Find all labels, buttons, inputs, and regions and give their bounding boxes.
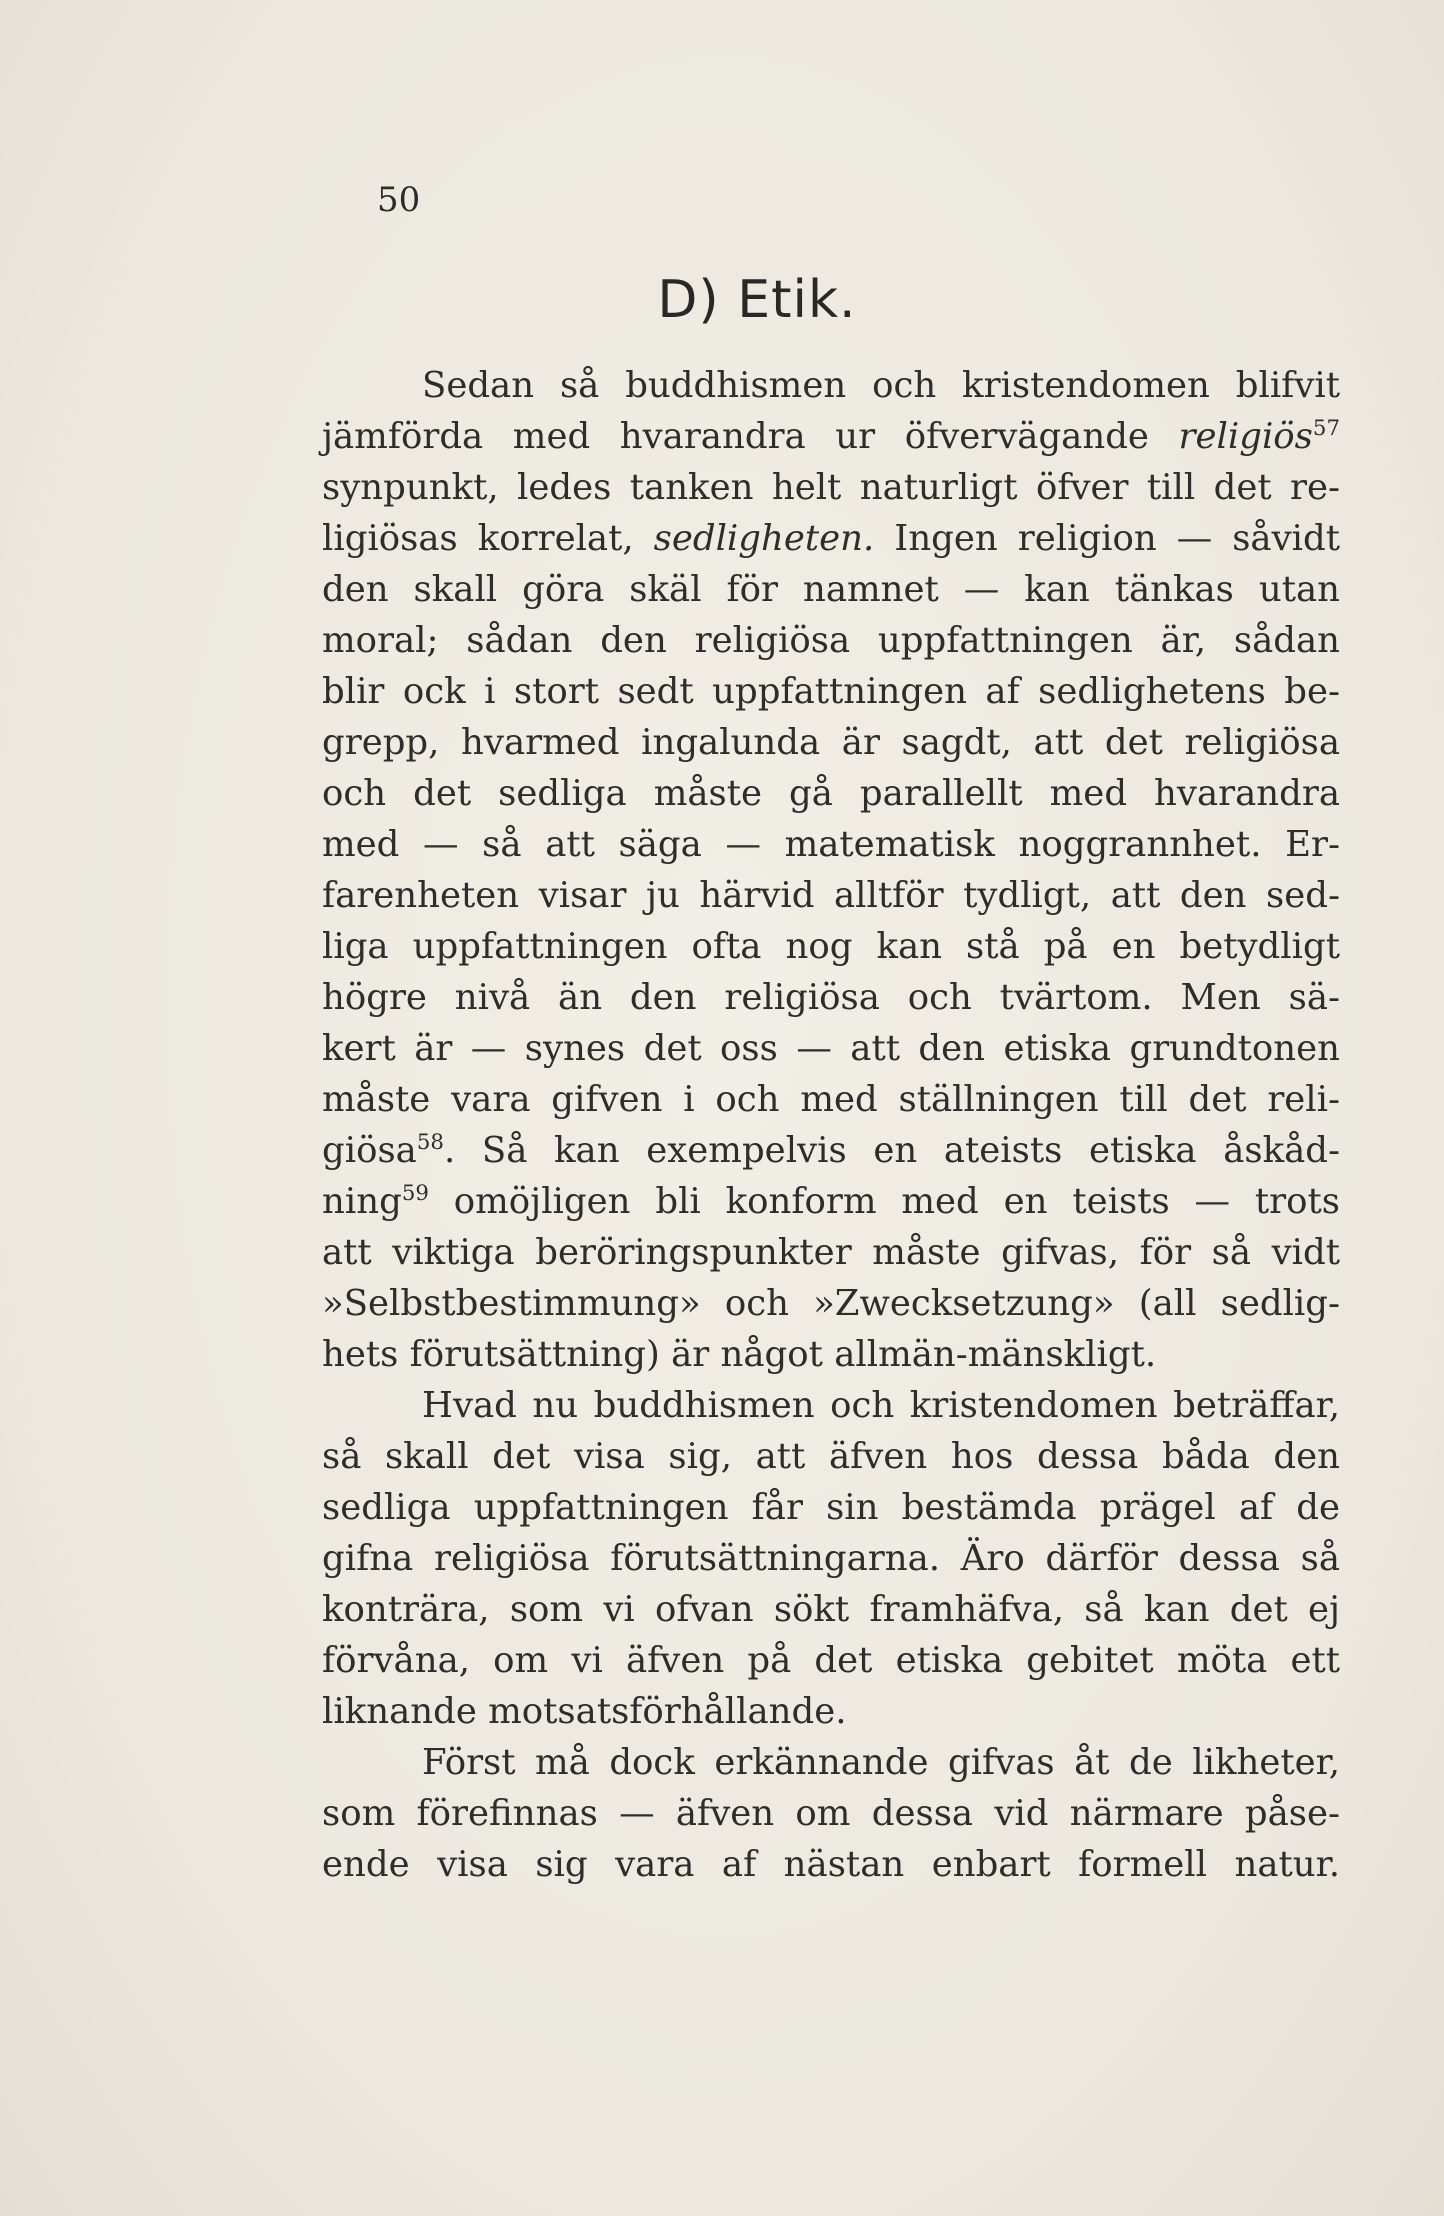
text-line: ende visa sig vara af nästan enbart formell natur. bbox=[322, 1844, 1340, 1885]
text-line: att viktiga beröringspunkter måste gifvas, för så vidt bbox=[322, 1232, 1340, 1273]
text-line: måste vara gifven i och med ställningen till det reli- bbox=[322, 1079, 1340, 1120]
text-line: som förefinnas — äfven om dessa vid närmare påse- bbox=[322, 1793, 1340, 1834]
text-line: konträra, som vi ofvan sökt framhäfva, så kan det ej bbox=[322, 1589, 1340, 1630]
text-line: med — så att säga — matematisk noggrannhet. Er- bbox=[322, 824, 1340, 865]
body-text bbox=[322, 360, 1340, 1890]
footnote-marker: 57 bbox=[1312, 416, 1340, 442]
text-line: moral; sådan den religiösa uppfattningen är, sådan bbox=[322, 620, 1340, 661]
text-line: sedliga uppfattningen får sin bestämda prägel af de bbox=[322, 1487, 1340, 1528]
text-line: Sedan så buddhismen och kristendomen blifvit bbox=[422, 365, 1340, 406]
text-line: liga uppfattningen ofta nog kan stå på en betydligt bbox=[322, 926, 1340, 967]
paragraph-1 bbox=[322, 360, 1340, 1380]
text-line: Hvad nu buddhismen och kristendomen beträffar, bbox=[422, 1385, 1340, 1426]
text-line: högre nivå än den religiösa och tvärtom. Men sä- bbox=[322, 977, 1340, 1018]
text-line: och det sedliga måste gå parallellt med hvarandra bbox=[322, 773, 1340, 814]
text-line bbox=[322, 513, 1340, 564]
paragraph-2 bbox=[322, 1380, 1340, 1737]
text-line: Först må dock erkännande gifvas åt de likheter, bbox=[422, 1742, 1340, 1783]
text-line: farenheten visar ju härvid alltför tydligt, att den sed- bbox=[322, 875, 1340, 916]
text-line: blir ock i stort sedt uppfattningen af sedlighetens be- bbox=[322, 671, 1340, 712]
text-line bbox=[322, 1125, 1340, 1176]
text-span: . Så kan exempelvis en ateists etiska åskåd- bbox=[443, 1130, 1340, 1171]
text-line: den skall göra skäl för namnet — kan tänkas utan bbox=[322, 569, 1340, 610]
text-line bbox=[322, 1176, 1340, 1227]
text-line: gifna religiösa förutsättningarna. Äro därför dessa så bbox=[322, 1538, 1340, 1579]
text-line bbox=[322, 411, 1340, 462]
text-span: jämförda med hvarandra ur öfvervägande bbox=[322, 416, 1179, 457]
italic-term: religiös bbox=[1178, 416, 1313, 457]
text-span: ning bbox=[322, 1181, 402, 1222]
text-line: förvåna, om vi äfven på det etiska gebitet möta ett bbox=[322, 1640, 1340, 1681]
footnote-marker: 59 bbox=[401, 1181, 429, 1207]
text-line: grepp, hvarmed ingalunda är sagdt, att det religiösa bbox=[322, 722, 1340, 763]
text-line: »Selbstbestimmung» och »Zwecksetzung» (all sedlig- bbox=[322, 1283, 1340, 1324]
text-line: hets förutsättning) är något allmän-mänskligt. bbox=[322, 1334, 1157, 1375]
text-span: omöjligen bli konform med en teists — trots bbox=[428, 1181, 1340, 1222]
text-span: ligiösas korrelat, bbox=[322, 518, 654, 559]
section-heading: D) Etik. bbox=[657, 270, 857, 330]
text-line: synpunkt, ledes tanken helt naturligt öfver till det re- bbox=[322, 467, 1340, 508]
paragraph-3 bbox=[322, 1737, 1340, 1890]
text-line: så skall det visa sig, att äfven hos dessa båda den bbox=[322, 1436, 1340, 1477]
text-line: kert är — synes det oss — att den etiska grundtonen bbox=[322, 1028, 1340, 1069]
text-span: Ingen religion — såvidt bbox=[874, 518, 1340, 559]
italic-term: sedligheten. bbox=[653, 518, 875, 559]
text-span: giösa bbox=[322, 1130, 417, 1171]
page-number: 50 bbox=[377, 180, 421, 220]
text-line: liknande motsatsförhållande. bbox=[322, 1691, 847, 1732]
footnote-marker: 58 bbox=[416, 1130, 444, 1156]
